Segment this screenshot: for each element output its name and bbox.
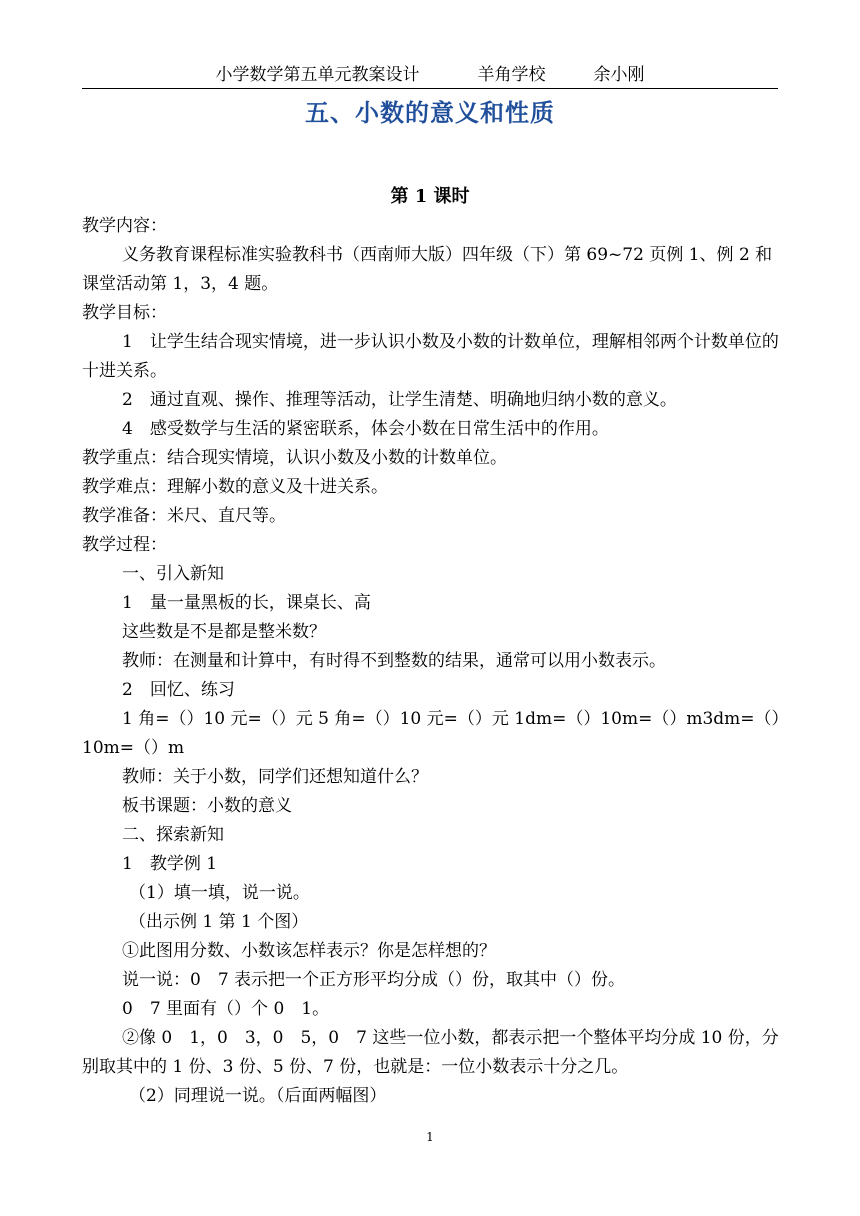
body-line: 板书课题：小数的意义 [122, 796, 292, 816]
body-line: 义务教育课程标准实验教科书（西南师大版）四年级（下）第 69~72 页例 1、例 2 和课堂活动第 1，3，4 题。 [82, 245, 773, 294]
header-subject: 小学数学第五单元教案设计 [215, 65, 420, 85]
body-line: 一、引入新知 [122, 564, 224, 584]
body-line: 4 感受数学与生活的紧密联系，体会小数在日常生活中的作用。 [122, 419, 609, 439]
body-line: 教学目标： [82, 303, 167, 323]
body-line: 2 回忆、练习 [122, 680, 235, 700]
body-line: 说一说：0 7 表示把一个正方形平均分成（）份，取其中（）份。 [122, 970, 626, 990]
body-line: 教学重点：结合现实情境，认识小数及小数的计数单位。 [82, 448, 507, 468]
body-line: 教学过程： [82, 535, 167, 555]
body-line: 2 通过直观、操作、推理等活动，让学生清楚、明确地归纳小数的意义。 [122, 390, 677, 410]
body-line: 1 让学生结合现实情境，进一步认识小数及小数的计数单位，理解相邻两个计数单位的十进关系。 [82, 332, 779, 381]
body-line: 二、探索新知 [122, 825, 224, 845]
body-line: （出示例 1 第 1 个图） [129, 912, 309, 932]
body-line: ②像 0 1，0 3，0 5，0 7 这些一位小数，都表示把一个整体平均分成 10 份，分别取其中的 1 份、3 份、5 份、7 份，也就是：一位小数表示十分之几。 [82, 1028, 779, 1077]
body-line: （2）同理说一说。（后面两幅图） [129, 1086, 387, 1106]
document-title: 五、小数的意义和性质 [305, 98, 555, 127]
body-line: 1 角=（）10 元=（）元 5 角=（）10 元=（）元 1dm=（）10m=（）m3dm=（）10m=（）m [82, 709, 781, 758]
body-line: 教学准备：米尺、直尺等。 [82, 506, 286, 526]
lesson-body [82, 212, 782, 1111]
body-line: 0 7 里面有（）个 0 1。 [122, 999, 330, 1019]
body-line: 1 量一量黑板的长，课桌长、高 [122, 593, 371, 613]
header-school: 羊角学校 [477, 65, 546, 85]
body-line: 教师：在测量和计算中，有时得不到整数的结果，通常可以用小数表示。 [122, 651, 666, 671]
body-line: 教学内容： [82, 216, 167, 236]
lesson-heading: 第 1 课时 [390, 186, 470, 207]
body-line: 这些数是不是都是整米数？ [122, 622, 326, 642]
body-line: 1 教学例 1 [122, 854, 218, 874]
body-line: （1）填一填，说一说。 [129, 883, 310, 903]
body-line: 教师：关于小数，同学们还想知道什么？ [122, 767, 428, 787]
header-teacher: 余小刚 [593, 65, 645, 85]
body-line: 教学难点：理解小数的意义及十进关系。 [82, 477, 388, 497]
page-number: 1 [426, 1130, 434, 1144]
page-header [82, 62, 778, 89]
body-line: ①此图用分数、小数该怎样表示？你是怎样想的？ [122, 941, 496, 961]
